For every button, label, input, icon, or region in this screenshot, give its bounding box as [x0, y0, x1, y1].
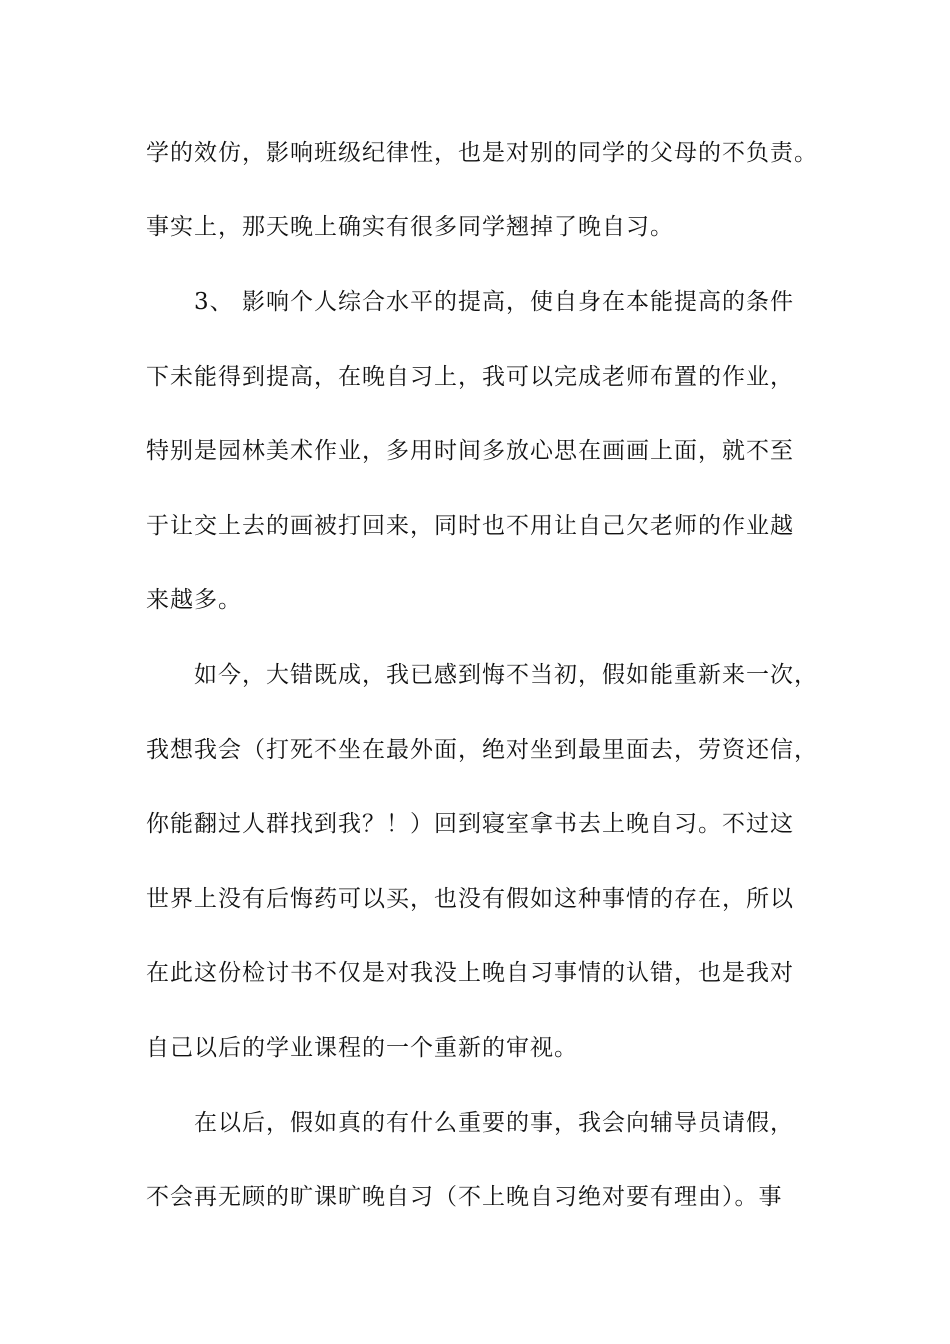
text-line: 来越多。 — [146, 587, 242, 613]
text-line: 3、 影响个人综合水平的提高，使自身在本能提高的条件 — [194, 289, 794, 315]
text-line: 下未能得到提高，在晚自习上，我可以完成老师布置的作业， — [146, 364, 794, 390]
text-line: 世界上没有后悔药可以买，也没有假如这种事情的存在，所以 — [146, 886, 794, 912]
text-line: 我想我会（打死不坐在最外面，绝对坐到最里面去，劳资还信， — [146, 737, 818, 763]
text-line: 你能翻过人群找到我？！）回到寝室拿书去上晚自习。不过这 — [146, 811, 794, 837]
text-line: 事实上，那天晚上确实有很多同学翘掉了晚自习。 — [146, 214, 674, 240]
text-line: 在以后，假如真的有什么重要的事，我会向辅导员请假， — [194, 1110, 794, 1136]
text-line: 不会再无顾的旷课旷晚自习（不上晚自习绝对要有理由）。事 — [146, 1184, 783, 1210]
text-line: 在此这份检讨书不仅是对我没上晚自习事情的认错，也是我对 — [146, 960, 794, 986]
text-line: 特别是园林美术作业，多用时间多放心思在画画上面，就不至 — [146, 438, 794, 464]
text-line: 如今，大错既成，我已感到悔不当初，假如能重新来一次， — [194, 662, 818, 688]
text-line: 于让交上去的画被打回来，同时也不用让自己欠老师的作业越 — [146, 513, 794, 539]
text-line: 自己以后的学业课程的一个重新的审视。 — [146, 1035, 578, 1061]
text-line: 学的效仿，影响班级纪律性，也是对别的同学的父母的不负责。 — [146, 140, 818, 166]
